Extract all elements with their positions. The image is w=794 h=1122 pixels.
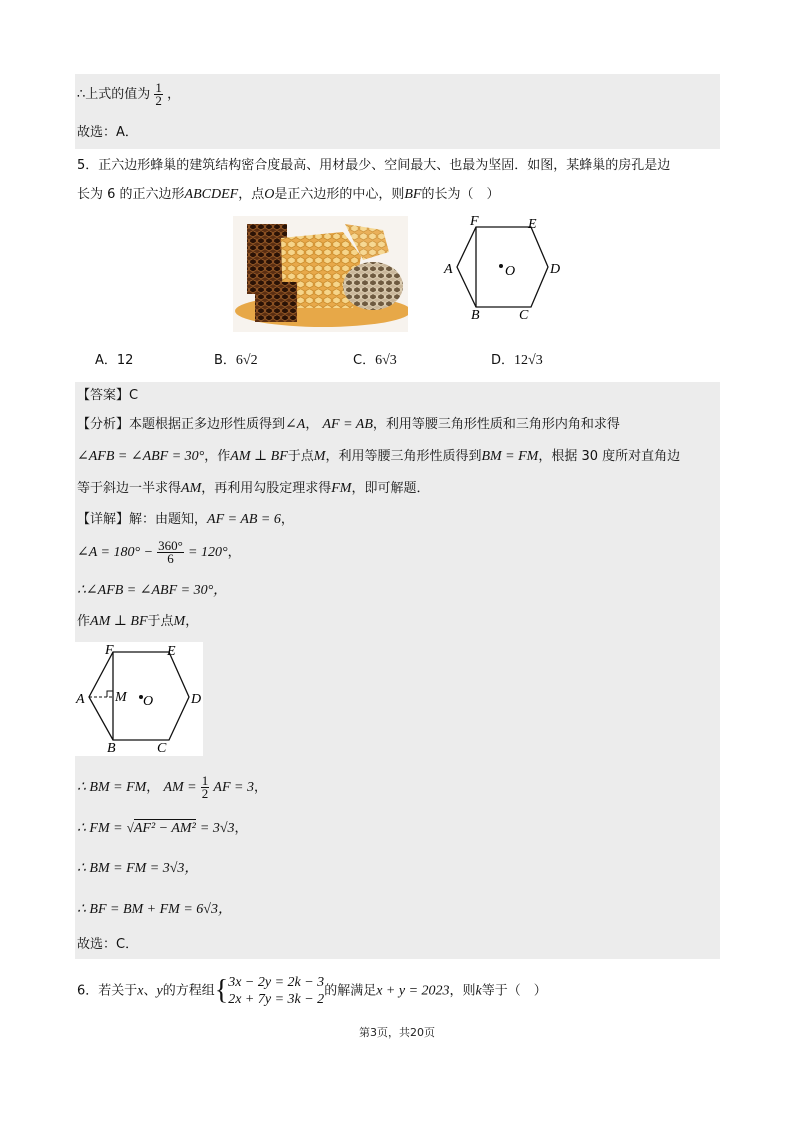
label-D2: D bbox=[191, 692, 202, 707]
honeycomb-photo bbox=[233, 216, 408, 332]
q5-stem-line2: 长为 6 的正六边形ABCDEF，点O是正六边形的中心，则BF的长为（ ） bbox=[77, 187, 500, 202]
q5-stem-line1: 5．正六边形蜂巢的建筑结构密合度最高、用材最少、空间最大、也最为坚固．如图，某蜂巢的房孔是边 bbox=[77, 158, 671, 173]
equation-2: 2x + 7y = 3k − 2 bbox=[228, 992, 325, 1007]
option-c: C．6√3 bbox=[353, 353, 397, 368]
prev-choice: 故选：A． bbox=[77, 125, 138, 140]
q6-stem: 6．若关于x、y的方程组{ 3x − 2y = 2k − 3 2x + 7y = 3k − 2 的解满足x + y = 2023，则k等于（ ） bbox=[77, 975, 547, 1007]
label-F2: F bbox=[105, 643, 114, 658]
q5-detail-line7: ∴ BM = FM = 3√3， bbox=[77, 861, 199, 876]
label-C2: C bbox=[157, 741, 167, 756]
q5-analysis-line2: ∠AFB = ∠ABF = 30°，作AM ⊥ BF于点M，利用等腰三角形性质得到BM = FM，根据 30 度所对直角边 bbox=[77, 449, 681, 464]
label-E: E bbox=[528, 217, 537, 232]
label-E2: E bbox=[167, 644, 176, 659]
page-footer: 第3页，共20页 bbox=[359, 1026, 435, 1039]
label-A: A bbox=[444, 262, 453, 277]
label-F: F bbox=[470, 214, 479, 229]
label-O: O bbox=[505, 264, 516, 279]
option-a: A．12 bbox=[95, 353, 134, 368]
q5-answer: 【答案】C bbox=[77, 388, 139, 403]
q5-detail-line2: ∠A = 180° − $\frac{360^\circ}{6}$ = 120°， bbox=[77, 538, 241, 566]
label-D: D bbox=[550, 262, 561, 277]
label-B: B bbox=[471, 308, 480, 323]
q5-detail-line5: ∴ BM = FM， AM = $\frac{1}{2}$ AF = 3， bbox=[77, 773, 267, 801]
label-C: C bbox=[519, 308, 529, 323]
q5-detail-line8: ∴ BF = BM + FM = 6√3， bbox=[77, 902, 232, 917]
q5-choice: 故选：C． bbox=[77, 937, 139, 952]
q5-analysis-line1: 【分析】本题根据正多边形性质得到∠A， AF = AB，利用等腰三角形性质和三角形内角和求得 bbox=[77, 417, 620, 432]
q5-detail-line3: ∴∠AFB = ∠ABF = 30°， bbox=[77, 583, 228, 598]
option-b: B．6√2 bbox=[214, 353, 258, 368]
label-M: M bbox=[115, 690, 127, 705]
hexagon-figure-with-m bbox=[75, 642, 203, 756]
prev-conclusion: ∴上式的值为 $\frac{1}{2}$ ， bbox=[77, 80, 181, 108]
q5-detail-line4: 作AM ⊥ BF于点M， bbox=[77, 614, 199, 629]
equation-1: 3x − 2y = 2k − 3 bbox=[228, 975, 325, 990]
label-B2: B bbox=[107, 741, 116, 756]
q5-analysis-line3: 等于斜边一半求得AM，再利用勾股定理求得FM，即可解题． bbox=[77, 481, 430, 496]
q5-detail-line1: 【详解】解：由题知，AF = AB = 6， bbox=[77, 512, 294, 527]
q5-detail-line6: ∴ FM = √AF² − AM² = 3√3， bbox=[77, 820, 248, 836]
hexagon-figure bbox=[440, 213, 565, 323]
option-d: D．12√3 bbox=[491, 353, 543, 368]
label-A2: A bbox=[76, 692, 85, 707]
label-O2: O bbox=[143, 694, 154, 709]
equation-system: { bbox=[214, 975, 229, 1006]
